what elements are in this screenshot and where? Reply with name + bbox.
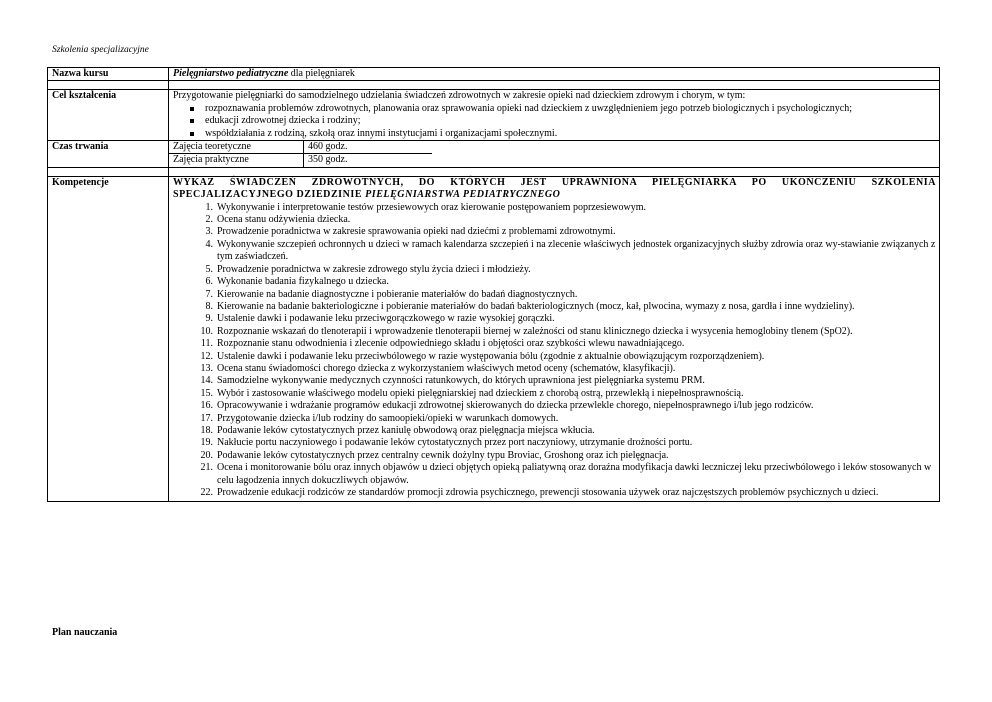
competences-list bbox=[173, 202, 936, 500]
competence-number: 18. bbox=[200, 424, 213, 436]
course-table bbox=[47, 67, 940, 502]
competence-text: Wykonanie badania fizykalnego u dziecka. bbox=[217, 276, 389, 288]
competence-number: 14. bbox=[200, 375, 213, 387]
course-name-italic: Pielęgniarstwo pediatryczne bbox=[173, 68, 289, 79]
duration-practice-row bbox=[169, 154, 432, 167]
duration-value bbox=[169, 141, 940, 168]
competences-row bbox=[48, 176, 940, 502]
competence-item bbox=[200, 424, 936, 437]
competence-item bbox=[207, 202, 936, 214]
competence-text: Wykonywanie szczepień ochronnych u dzieci w ramach kalendarza szczepień i na zlecenie właściwych jednostek organizacyjnych służby zdrowia oraz wy-stawianie związanych z tym zaświadczeń. bbox=[217, 238, 936, 263]
goal-row bbox=[48, 90, 940, 141]
competence-number: 8. bbox=[205, 300, 213, 312]
duration-type: Zajęcia teoretyczne bbox=[169, 141, 304, 154]
competence-text: Prowadzenie poradnictwa w zakresie sprawowania opieki nad dziećmi z problemami zdrowotnymi. bbox=[217, 226, 616, 238]
course-name-value bbox=[169, 68, 940, 81]
competence-item bbox=[200, 487, 936, 499]
competences-title bbox=[173, 177, 936, 202]
competence-item bbox=[200, 362, 936, 375]
competence-item bbox=[200, 437, 936, 449]
goal-bullet-list bbox=[173, 103, 936, 140]
spacer-row bbox=[48, 167, 940, 176]
competence-item bbox=[207, 301, 936, 313]
competence-item bbox=[207, 313, 936, 325]
competence-number: 6. bbox=[205, 276, 213, 288]
competence-text: Wybór i zastosowanie właściwego modelu opieki pielęgniarskiej nad dzieckiem z chorobą ostrą, przewlekłą i niepełnosprawnością. bbox=[217, 387, 744, 399]
competence-text: Nakłucie portu naczyniowego i podawanie leków cytostatycznych przez port naczyniowy, utrzymanie drożności portu. bbox=[217, 437, 693, 449]
competence-number: 10. bbox=[200, 325, 213, 337]
competence-item bbox=[207, 289, 936, 301]
competence-item bbox=[200, 338, 936, 350]
competence-text: Podawanie leków cytostatycznych przez kaniulę obwodową oraz pielęgnacja miejsca wkłucia. bbox=[217, 424, 595, 436]
competence-item bbox=[207, 276, 936, 288]
competence-item bbox=[207, 239, 936, 264]
competence-text: Ocena i monitorowanie bólu oraz innych objawów u dzieci objętych opieką paliatywną oraz doraźna modyfikacja dawki leczniczej leku przeciwbólowego i leków stosowanych w celu łagodzenia innych dokuczliwych objawów. bbox=[217, 462, 932, 486]
competence-number: 13. bbox=[200, 362, 213, 374]
competence-text: Przygotowanie dziecka i/lub rodziny do samoopieki/opieki w warunkach domowych. bbox=[217, 412, 559, 424]
competences-title-italic: PIELĘGNIARSTWA PEDIATRYCZNEGO bbox=[365, 189, 561, 201]
course-name-label: Nazwa kursu bbox=[48, 68, 169, 81]
competences-title-line1: WYKAZ ŚWIADCZEŃ ZDROWOTNYCH, DO KTÓRYCH JEST UPRAWNIONA PIELĘGNIARKA PO UKOŃCZENIU SZKOLENIA bbox=[173, 176, 936, 188]
competence-item bbox=[200, 462, 936, 487]
goal-label: Cel kształcenia bbox=[48, 90, 169, 141]
competence-text: Ustalenie dawki i podawanie leku przeciwgorączkowego w razie wysokiej gorączki. bbox=[217, 313, 555, 325]
competence-number: 5. bbox=[205, 263, 213, 275]
competence-number: 12. bbox=[200, 350, 213, 362]
goal-value bbox=[169, 90, 940, 141]
competence-item bbox=[207, 264, 936, 276]
competence-text: Ustalenie dawki i podawanie leku przeciwbólowego w razie występowania bólu (zgodnie z aktualnie obowiązującym rozporządzeniem). bbox=[217, 350, 765, 362]
competence-text: Opracowywanie i wdrażanie programów edukacji zdrowotnej skierowanych do dziecka przewlekle chorego, niepełnosprawnego i/lub jego rodziców. bbox=[217, 400, 814, 412]
competence-text: Prowadzenie edukacji rodziców ze standardów promocji zdrowia psychicznego, prewencji stosowania używek oraz najczęstszych problemów psychicznych u dzieci. bbox=[217, 487, 879, 498]
competence-number: 4. bbox=[205, 238, 213, 250]
goal-intro: Przygotowanie pielęgniarki do samodzielnego udzielania świadczeń zdrowotnych w zakresie opieki nad dzieckiem zdrowym i chorym, w tym: bbox=[173, 90, 746, 102]
competence-item bbox=[200, 325, 936, 338]
course-name-rest: dla pielęgniarek bbox=[288, 68, 355, 79]
competence-text: Prowadzenie poradnictwa w zakresie zdrowego stylu życia dzieci i młodzieży. bbox=[217, 263, 531, 275]
duration-label: Czas trwania bbox=[48, 141, 169, 168]
competence-text: Kierowanie na badanie diagnostyczne i pobieranie materiałów do badań diagnostycznych. bbox=[217, 288, 578, 300]
competence-number: 2. bbox=[205, 214, 213, 226]
competence-number: 17. bbox=[200, 412, 213, 424]
competence-number: 21. bbox=[200, 462, 213, 474]
competence-text: Rozpoznanie stanu odwodnienia i zlecenie odpowiedniego składu i objętości oraz szybkości wlewu nawadniającego. bbox=[217, 338, 685, 350]
duration-hours: 460 godz. bbox=[304, 141, 433, 154]
competences-value bbox=[169, 176, 940, 502]
competences-title-line2: SPECJALIZACYJNEGO DZIEDZINIE bbox=[173, 189, 366, 201]
competence-number: 11. bbox=[200, 338, 213, 350]
competence-number: 3. bbox=[205, 226, 213, 238]
competence-text: Ocena stanu świadomości chorego dziecka z wykorzystaniem właściwych metod oceny (schematów, klasyfikacji). bbox=[217, 362, 676, 374]
running-header: Szkolenia specjalizacyjne bbox=[52, 45, 149, 55]
duration-table bbox=[169, 141, 432, 167]
competence-text: Ocena stanu odżywienia dziecka. bbox=[217, 214, 351, 226]
competence-text: Rozpoznanie wskazań do tlenoterapii i wprowadzenie tlenoterapii biernej w zależności od stanu klinicznego dziecka i wysycenia hemoglobiny tlenem (SpO2). bbox=[217, 325, 853, 337]
competence-text: Samodzielne wykonywanie medycznych czynności ratunkowych, do których uprawniona jest pielęgniarka systemu PRM. bbox=[217, 375, 705, 387]
competence-number: 9. bbox=[205, 313, 213, 325]
competence-number: 20. bbox=[200, 449, 213, 461]
competence-item bbox=[200, 400, 936, 412]
competence-item bbox=[200, 449, 936, 462]
competence-item bbox=[200, 375, 936, 387]
duration-hours: 350 godz. bbox=[304, 154, 433, 167]
duration-type: Zajęcia praktyczne bbox=[169, 154, 304, 167]
competence-number: 22. bbox=[200, 487, 213, 498]
competence-text: Wykonywanie i interpretowanie testów przesiewowych oraz kierowanie postępowaniem poprzesiewowym. bbox=[217, 201, 646, 213]
competence-item bbox=[200, 412, 936, 425]
competence-item bbox=[207, 214, 936, 226]
competence-item bbox=[200, 387, 936, 400]
competence-number: 19. bbox=[200, 437, 213, 449]
competence-number: 1. bbox=[205, 201, 213, 213]
competence-text: Kierowanie na badanie bakteriologiczne i pobieranie materiałów do badań bakteriologicznych (mocz, kał, plwocina, wymazy z nosa, gardła i inne wydzieliny). bbox=[217, 300, 855, 312]
competence-number: 7. bbox=[205, 288, 213, 300]
duration-row bbox=[48, 141, 940, 168]
competence-item bbox=[200, 350, 936, 363]
course-name-row bbox=[48, 68, 940, 81]
plan-heading: Plan nauczania bbox=[52, 627, 118, 638]
competence-number: 16. bbox=[200, 400, 213, 412]
spacer-row bbox=[48, 81, 940, 90]
competence-item bbox=[207, 226, 936, 238]
goal-bullet: współdziałania z rodziną, szkołą oraz innymi instytucjami i organizacjami społecznymi. bbox=[189, 128, 936, 140]
competence-text: Podawanie leków cytostatycznych przez centralny cewnik dożylny typu Broviac, Groshong oraz ich pielęgnacja. bbox=[217, 449, 669, 461]
goal-bullet: edukacji zdrowotnej dziecka i rodziny; bbox=[189, 115, 936, 127]
duration-theory-row bbox=[169, 141, 432, 154]
goal-bullet: rozpoznawania problemów zdrowotnych, planowania oraz sprawowania opieki nad dzieckiem z uwzględnieniem jego potrzeb biologicznych i psychologicznych; bbox=[189, 103, 936, 115]
competence-number: 15. bbox=[200, 387, 213, 399]
competences-label: Kompetencje bbox=[48, 176, 169, 502]
